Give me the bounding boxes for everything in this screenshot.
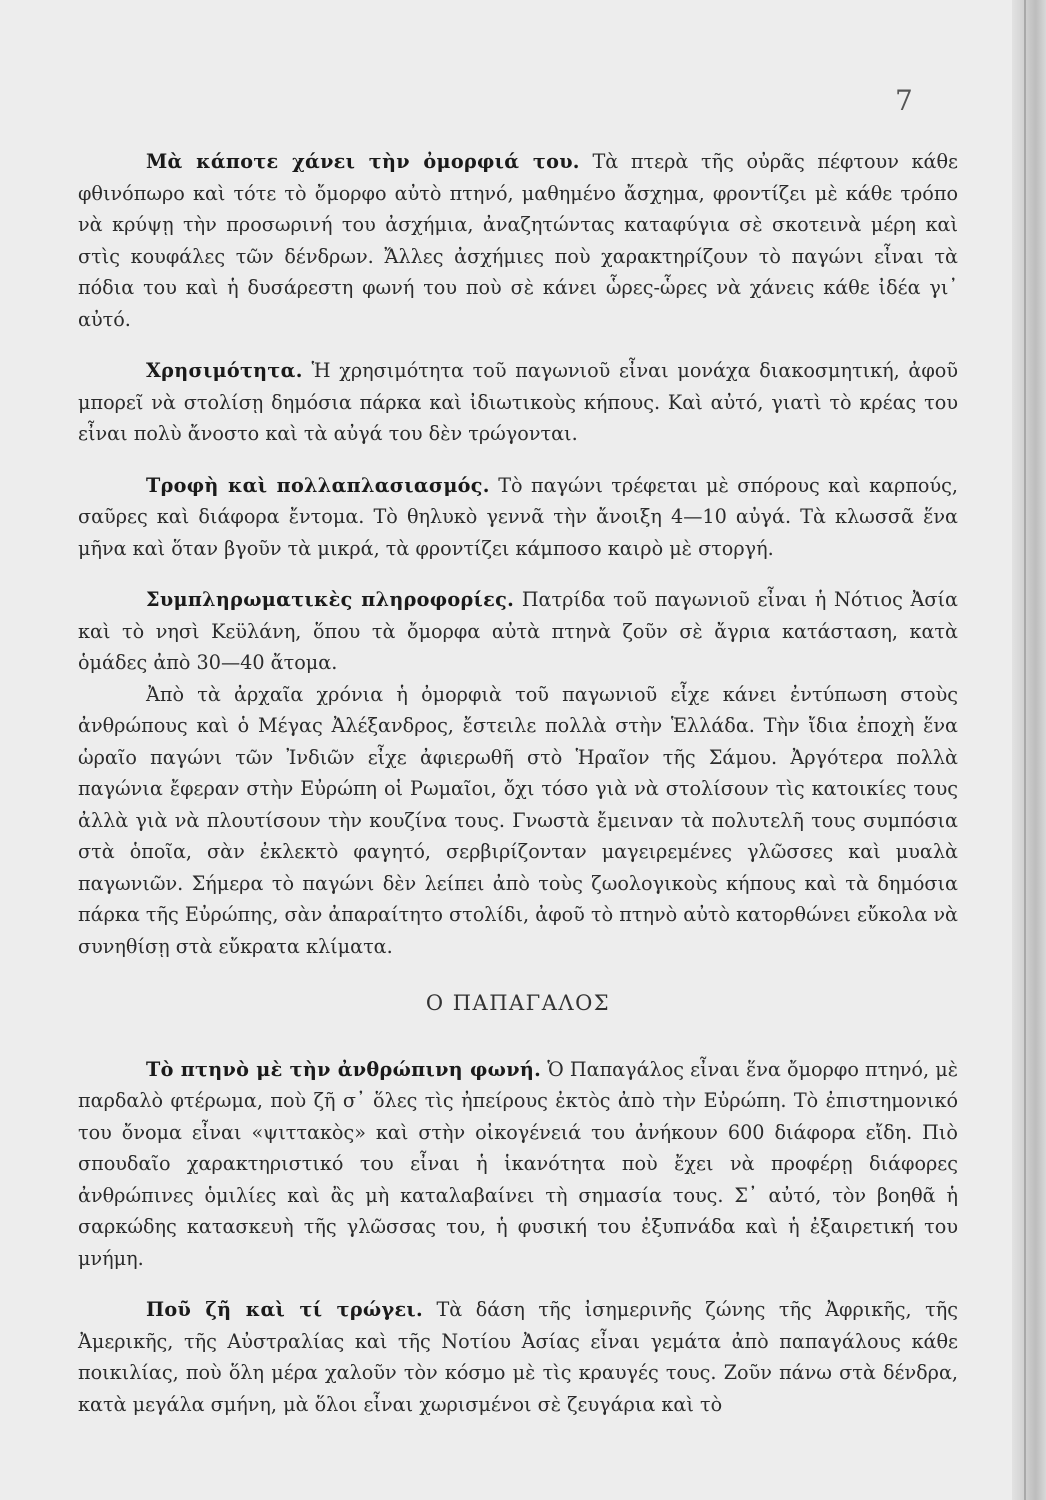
- paragraph-history: Ἀπὸ τὰ ἀρχαῖα χρόνια ἡ ὀμορφιὰ τοῦ παγωνιοῦ εἶχε κάνει ἐντύπωση στοὺς ἀνθρώπους καὶ ὁ Μέγας Ἀλέξανδρος, ἔστειλε πολλὰ στὴν Ἑλλάδα. Τὴν ἴδια ἐποχὴ ἕνα ὡραῖο παγώνι τῶν Ἰνδιῶν εἶχε ἀφιερωθῆ στὸ Ἡραῖον τῆς Σάμου. Ἀργότερα πολλὰ παγώνια ἔφεραν στὴν Εὐρώπη οἱ Ρωμαῖοι, ὄχι τόσο γιὰ νὰ στολίσουν τὶς κατοικίες τους ἀλλὰ γιὰ νὰ πλουτίσουν τὴν κουζίνα τους. Γνωστὰ ἔμειναν τὰ πολυτελῆ τους συμπόσια στὰ ὁποῖα, σὰν ἐκλεκτὸ φαγητό, σερβιρίζονταν μαγειρεμένες γλῶσσες καὶ μυαλὰ παγωνιῶν. Σήμερα τὸ παγώνι δὲν λείπει ἀπὸ τοὺς ζωολογικοὺς κήπους καὶ τὰ δημόσια πάρκα τῆς Εὐρώπης, σὰν ἀπαραίτητο στολίδι, ἀφοῦ τὸ πτηνὸ αὐτὸ κατορθώνει εὔκολα νὰ συνηθίσῃ στὰ εὔκρατα κλίματα.: [78, 682, 958, 958]
- paragraph-heading: Τροφὴ καὶ πολλαπλασιασμός.: [146, 473, 490, 497]
- paragraph-text: Ὁ Παπαγάλος εἶναι ἕνα ὄμορφο πτηνό, μὲ παρδαλὸ φτέρωμα, ποὺ ζῆ σ᾽ ὅλες τὶς ἠπείρους ἐκτὸς ἀπὸ τὴν Εὐρώπη. Τὸ ἐπιστημονικό του ὄνομα εἶναι «ψιττακὸς» καὶ στὴν οἰκογένειά του ἀνήκουν 600 διάφορα εἴδη. Πιὸ σπουδαῖο χαρακτηριστικό του εἶναι ἡ ἱκανότητα ποὺ ἔχει νὰ προφέρῃ διάφορες ἀνθρώπινες ὁμιλίες καὶ ἂς μὴ καταλαβαίνει τὴ σημασία τους. Σ᾽ αὐτό, τὸν βοηθᾶ ἡ σαρκώδης κατασκευὴ τῆς γλῶσσας του, ἡ φυσική του ἐξυπνάδα καὶ ἡ ἐξαιρετική του μνήμη.: [78, 1057, 958, 1270]
- book-spine-shadow: [1012, 0, 1046, 1500]
- paragraph-habitat: [78, 1294, 958, 1420]
- paragraph-human-voice: [78, 1054, 958, 1275]
- paragraph-usefulness: [78, 355, 958, 450]
- book-spine-edge: [1024, 0, 1026, 1500]
- paragraph-heading: Μὰ κάποτε χάνει τὴν ὀμορφιά του.: [146, 150, 580, 173]
- paragraph-heading: Ποῦ ζῆ καὶ τί τρώγει.: [146, 1298, 423, 1321]
- paragraph-heading: Χρησιμότητα.: [146, 359, 303, 382]
- paragraph-peacock-beauty: [78, 146, 958, 335]
- paragraph-text: Τὰ δάση τῆς ἰσημερινῆς ζώνης τῆς Ἀφρικῆς, τῆς Ἀμερικῆς, τῆς Αὐστραλίας καὶ τῆς Νοτίου Ἀσίας εἶναι γεμάτα ἀπὸ παπαγάλους κάθε ποικιλίας, ποὺ ὅλη μέρα χαλοῦν τὸν κόσμο μὲ τὶς κραυγές τους. Ζοῦν πάνω στὰ δένδρα, κατὰ μεγάλα σμήνη, μὰ ὅλοι εἶναι χωρισμένοι σὲ ζευγάρια καὶ τὸ: [78, 1298, 958, 1416]
- paragraph-food-breeding: [78, 470, 958, 565]
- section-title: Ο ΠΑΠΑΓΑΛΟΣ: [425, 991, 611, 1015]
- paragraph-text: Πατρίδα τοῦ παγωνιοῦ εἶναι ἡ Νότιος Ἀσία καὶ τὸ νησὶ Κεϋλάνη, ὅπου τὰ ὄμορφα αὐτὰ πτηνὰ ζοῦν σὲ ἄγρια κατάσταση, κατὰ ὁμάδες ἀπὸ 30—40 ἄτομα.: [78, 588, 958, 674]
- paragraph-extra-info: [78, 584, 958, 679]
- paragraph-text: Τὸ παγώνι τρέφεται μὲ σπόρους καὶ καρπούς, σαῦρες καὶ διάφορα ἔντομα. Τὸ θηλυκὸ γεννᾶ τὴν ἄνοιξη 4—10 αὐγά. Τὰ κλωσσᾶ ἕνα μῆνα καὶ ὅταν βγοῦν τὰ μικρά, τὰ φροντίζει κάμποσο καιρὸ μὲ στοργή.: [78, 473, 958, 560]
- paragraph-heading: Τὸ πτηνὸ μὲ τὴν ἀνθρώπινη φωνή.: [146, 1057, 542, 1081]
- paragraph-heading: Συμπληρωματικὲς πληροφορίες.: [146, 588, 515, 611]
- paragraph-text: Ἡ χρησιμότητα τοῦ παγωνιοῦ εἶναι μονάχα διακοσμητική, ἀφοῦ μπορεῖ νὰ στολίσῃ δημόσια πάρκα καὶ ἰδιωτικοὺς κήπους. Καὶ αὐτό, γιατὶ τὸ κρέας του εἶναι πολὺ ἄνοστο καὶ τὰ αὐγά του δὲν τρώγονται.: [78, 359, 958, 445]
- paragraph-text: Τὰ πτερὰ τῆς οὐρᾶς πέφτουν κάθε φθινόπωρο καὶ τότε τὸ ὄμορφο αὐτὸ πτηνό, μαθημένο ἄσχημα, φροντίζει μὲ κάθε τρόπο νὰ κρύψῃ τὴν προσωρινή του ἀσχήμια, ἀναζητώντας καταφύγια σὲ σκοτεινὰ μέρη καὶ στὶς κουφάλες τῶν δένδρων. Ἄλλες ἀσχήμιες ποὺ χαρακτηρίζουν τὸ παγώνι εἶναι τὰ πόδια του καὶ ἡ δυσάρεστη φωνή του ποὺ σὲ κάνει ὧρες-ὧρες νὰ χάνεις κάθε ἰδέα γι᾽ αὐτό.: [78, 150, 959, 331]
- page-number: 7: [895, 84, 913, 117]
- page-body: [78, 146, 958, 1440]
